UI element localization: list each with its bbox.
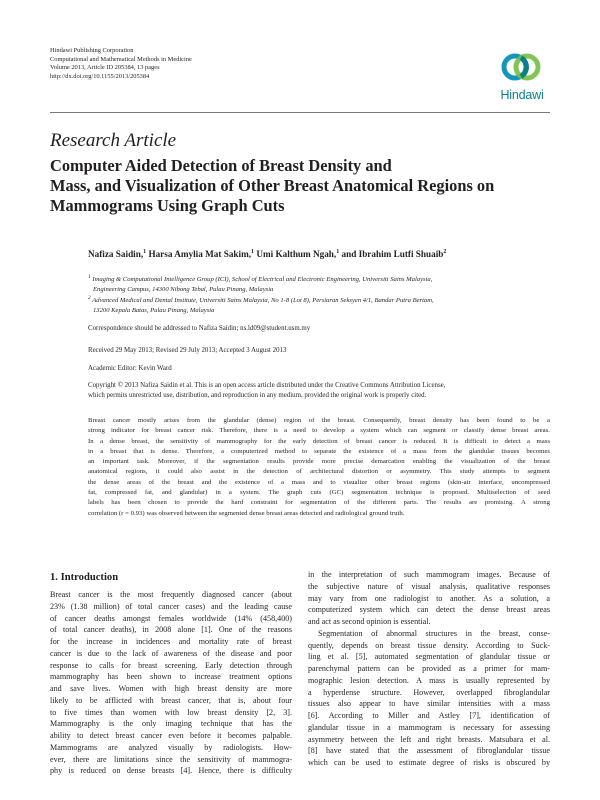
volume-line: Volume 2013, Article ID 205384, 13 pages	[50, 64, 160, 72]
body-line: mographic lesion detection. A mass is usually represented by	[308, 675, 550, 685]
section-heading: 1. Introduction	[50, 572, 119, 583]
affiliation-text: Imaging & Computational Intelligence Group (ICI), School of Electrical and Electronic Engineering, Universiti Sains Malaysia,	[92, 276, 433, 284]
body-line: Segmentation of abnormal structures in the breast, conse-	[318, 628, 550, 638]
author-name: Harsa Amylia Mat Sakim,	[148, 249, 252, 260]
body-line: for the increase in incidences and mortality rate of breast	[50, 637, 292, 646]
abstract-line: Breast cancer mostly arises from the glandular (dense) region of the breast. Consequently, breast density has been found to be a	[88, 417, 550, 424]
author-name: Nafiza Saidin,	[88, 249, 144, 260]
body-line: a hyperdense structure. However, overlapped fibroglandular	[308, 687, 550, 697]
journal-name: Computational and Mathematical Methods in Medicine	[50, 55, 192, 63]
body-line: ability to detect breast cancer even before it becomes palpable.	[50, 731, 292, 740]
author-name: and Ibrahim Lutfi Shuaib	[341, 249, 444, 260]
article-type: Research Article	[50, 130, 177, 151]
abstract-line: correlation (r = 0.93) was observed between the segmented dense breast areas detected and radiological ground truth.	[88, 509, 405, 517]
body-line: of total cancer deaths), in 2008 alone [1]. One of the reasons	[50, 625, 292, 635]
correspondence: Correspondence should be addressed to Nafiza Saidin; ns.ld09@student.usm.my	[88, 325, 311, 332]
publisher-line: Hindawi Publishing Corporation	[50, 47, 134, 54]
body-line: 23% (1.38 million) of total cancer cases) and the leading cause	[50, 601, 292, 611]
body-column-left	[50, 589, 292, 777]
body-line: glandular tissue in a mammogram is necessary for assessing	[308, 722, 550, 732]
body-line: [8] have stated that the assessment of fibroglandular tissue	[308, 746, 550, 756]
received-dates: Received 29 May 2013; Revised 29 July 2013; Accepted 3 August 2013	[88, 347, 287, 354]
abstract-line: strong indicator for breast cancer risk. Therefore, there is a need to develop a system which can segment or classify dense breast areas.	[88, 427, 550, 435]
body-line: quently, depends on breast tissue density. According to Suck-	[308, 640, 550, 650]
body-line: the subjective nature of visual analysis, qualitative responses	[308, 581, 550, 591]
abstract-line: the dense areas of the breast and the existence of a mass and to visualize other breast regions (skin-air interface, uncompressed	[88, 478, 550, 486]
abstract-line: fat, compressed fat, and glandular) in a system. The graph cuts (GC) segmentation technique is proposed. Multiselection of seed	[88, 489, 550, 497]
hindawi-logo-text: Hindawi	[500, 88, 544, 102]
body-line: parenchymal pattern can be provided as a primer for mam-	[308, 664, 550, 673]
author-affil-marker: 1	[336, 249, 340, 255]
body-line: cancer is due to the lack of awareness of the disease and poor	[50, 648, 292, 658]
title-line: Mammograms Using Graph Cuts	[50, 196, 285, 215]
body-line: and act as second opinion is essential.	[308, 617, 431, 626]
author-affil-marker: 1	[251, 249, 255, 255]
affiliation-line: 13200 Kepala Batas, Pulau Pinang, Malaysia	[93, 306, 215, 314]
body-line: and save lives. Women with high breast density are more	[50, 684, 292, 693]
author-list	[88, 249, 446, 259]
doi-link[interactable]: http://dx.doi.org/10.1155/2013/205384	[50, 72, 150, 80]
body-column-right	[308, 569, 550, 769]
affiliation-marker: 2	[88, 295, 91, 301]
copyright-line: which permits unrestricted use, distribution, and reproduction in any medium, provided the original work is properly cited.	[88, 392, 427, 400]
body-line: of cancer deaths amongst females worldwide (14% (458,400)	[50, 613, 292, 623]
body-line: computerized system which can detect the dense breast areas	[308, 605, 550, 615]
author-affil-marker: 2	[443, 249, 447, 255]
body-line: may vary from one radiologist to another. As a solution, a	[308, 593, 550, 603]
body-line: Breast cancer is the most frequently diagnosed cancer (about	[50, 590, 292, 599]
body-line: ever, there are limitations since the sensitivity of mammogra-	[50, 754, 292, 764]
affiliation-line: Engineering Campus, 14300 Nibong Tebal, Pulau Pinang, Malaysia	[93, 285, 274, 293]
abstract-line: anatomical regions, it could also assist in the detection of architectural distortion or asymmetry. This study attempts to segment	[88, 468, 550, 476]
body-line: ling et al. [5], automated segmentation of glandular tissue or	[308, 652, 550, 662]
header-divider	[50, 112, 550, 113]
author-affil-marker: 1	[143, 249, 147, 255]
journal-header	[50, 47, 192, 81]
body-line: phy is reduced on dense breasts [4]. Hence, there is difficulty	[50, 766, 292, 776]
body-line: response to calls for breast screening. Early detection through	[50, 660, 292, 670]
body-line: which can be used to estimate degree of risks is obscured by	[308, 758, 550, 767]
academic-editor: Academic Editor: Kevin Ward	[88, 365, 172, 372]
affiliation-text: Advanced Medical and Dental Institute, Universiti Sains Malaysia, No 1-8 (Lot 8), Persiaran Seksyen 4/1, Bandar Putra Bertam,	[92, 297, 434, 305]
body-line: asymmetry between the left and right breasts. Matsubara et al.	[308, 734, 550, 744]
affiliation-marker: 1	[88, 274, 91, 280]
body-line: mammography has been shown to increase treatment options	[50, 672, 292, 682]
affiliation-line	[88, 273, 550, 285]
body-line: in the interpretation of such mammogram images. Because of	[308, 570, 550, 579]
body-line: Mammography is the only imaging technique that has the	[50, 719, 292, 729]
title-line: Computer Aided Detection of Breast Density and	[50, 156, 392, 175]
paper-title	[50, 156, 550, 216]
affiliation-line	[88, 294, 550, 306]
title-line: Mass, and Visualization of Other Breast Anatomical Regions on	[50, 176, 495, 195]
copyright-line: Copyright © 2013 Nafiza Saidin et al. This is an open access article distributed under the Creative Commons Attribution License,	[88, 382, 446, 389]
body-line: to five times than women with low breast density [2, 3].	[50, 707, 292, 717]
abstract-line: In a dense breast, the sensitivity of mammography for the early detection of breast cancer is reduced. It is difficult to detect a mass	[88, 437, 550, 445]
author-name: Umi Kalthum Ngah,	[256, 249, 337, 260]
body-line: tissues also appear to have similar intensities with a mass	[308, 699, 550, 709]
abstract-line: an important task. Moreover, if the segmentation results provide more precise demarcation enabling the visualization of the breast	[88, 458, 550, 466]
body-line: Mammograms are analyzed visually by radiologists. How-	[50, 742, 292, 752]
affiliations	[88, 273, 550, 315]
body-line: likely to be afflicted with breast cancer, that is, about four	[50, 695, 292, 705]
abstract	[88, 416, 550, 519]
abstract-line: in a breast that is dense. Therefore, a computerized method to separate the existence of a mass from the glandular tissues becomes	[88, 447, 550, 455]
abstract-line: labels has been chosen to provide the hard constraint for segmentation of the different parts. The results are promising. A strong	[88, 499, 550, 507]
body-line: [6]. According to Miller and Astley [7], identification of	[308, 711, 550, 720]
copyright-notice	[88, 381, 550, 401]
